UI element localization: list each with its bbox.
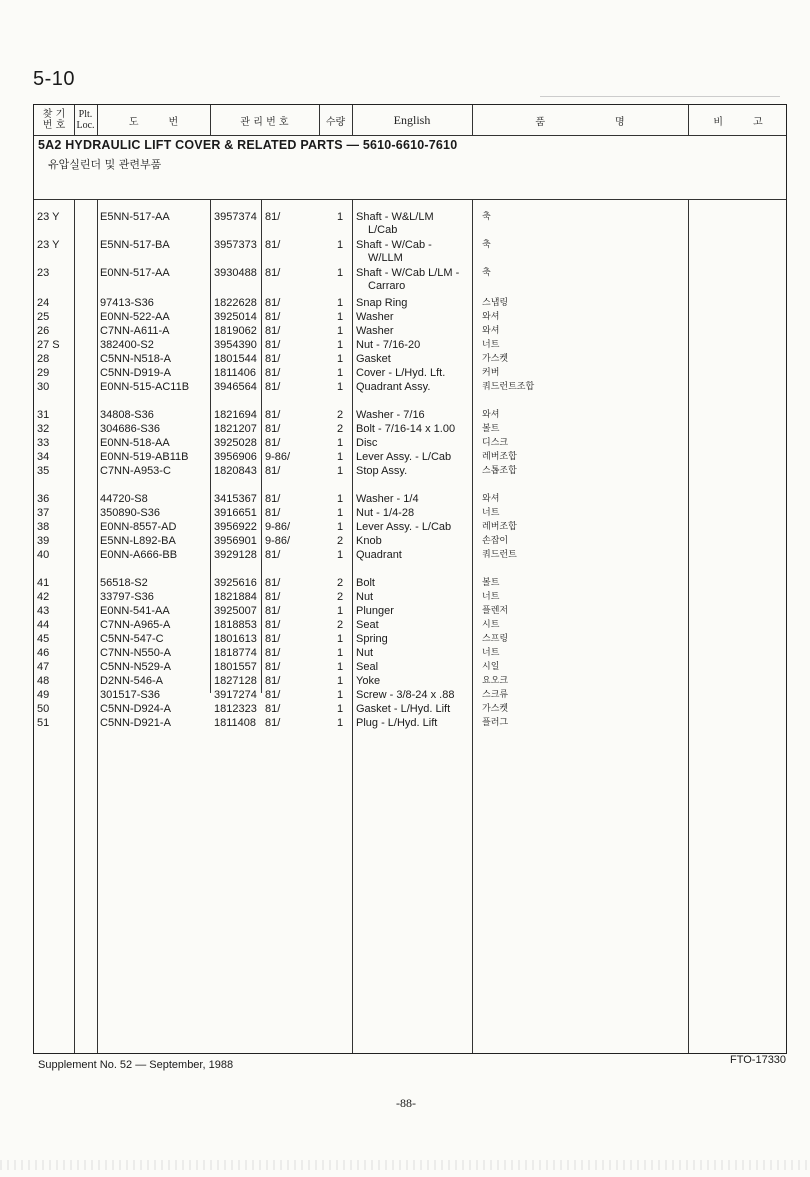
row-mgmt: 1821694: [214, 409, 257, 421]
row-part: 301517-S36: [100, 689, 160, 701]
row-ko: 축: [482, 268, 491, 278]
row-ref: 49: [37, 689, 50, 701]
row-ko: 스프링: [482, 634, 509, 644]
row-ko: 쿼드런트: [482, 550, 517, 560]
row-mgmt: 3957374: [214, 211, 257, 223]
row-code: 81/: [265, 311, 281, 323]
row-ref: 38: [37, 521, 50, 533]
row-part: 56518-S2: [100, 577, 148, 589]
row-ko: 플러그: [482, 718, 509, 728]
row-mgmt: 1801613: [214, 633, 257, 645]
row-part: E0NN-A666-BB: [100, 549, 178, 561]
row-en: Yoke: [356, 675, 381, 687]
col-divider: [74, 199, 75, 1053]
row-en: Cover - L/Hyd. Lft.: [356, 367, 446, 379]
row-en: Gasket - L/Hyd. Lift: [356, 703, 451, 715]
row-code: 81/: [265, 493, 281, 505]
row-mgmt: 3954390: [214, 339, 257, 351]
row-ko: 너트: [482, 648, 500, 658]
section-label: 5-10: [33, 68, 76, 90]
row-code: 81/: [265, 437, 281, 449]
row-mgmt: 1801544: [214, 353, 257, 365]
row-en: Washer: [356, 311, 394, 323]
row-en: Knob: [356, 535, 382, 547]
row-en-continued: Carraro: [368, 280, 406, 292]
row-en: Stop Assy.: [356, 465, 408, 477]
row-code: 9-86/: [265, 521, 291, 533]
row-ko: 스톱조합: [482, 466, 517, 476]
row-ko: 시일: [482, 662, 500, 672]
header-divider: [34, 135, 786, 136]
row-mgmt: 3957373: [214, 239, 257, 251]
row-ref: 30: [37, 381, 50, 393]
row-code: 81/: [265, 647, 281, 659]
row-mgmt: 1818853: [214, 619, 257, 631]
row-qty: 1: [337, 267, 344, 279]
row-ref: 47: [37, 661, 50, 673]
row-code: 81/: [265, 381, 281, 393]
row-ko: 레버조합: [482, 452, 517, 462]
row-part: E5NN-517-BA: [100, 239, 170, 251]
row-ref: 23 Y: [37, 239, 60, 251]
row-mgmt: 3916651: [214, 507, 257, 519]
row-code: 81/: [265, 465, 281, 477]
row-code: 81/: [265, 339, 281, 351]
row-mgmt: 1811408: [214, 717, 257, 729]
row-ref: 45: [37, 633, 50, 645]
row-qty: 1: [337, 451, 344, 463]
row-code: 81/: [265, 507, 281, 519]
row-code: 81/: [265, 703, 281, 715]
row-mgmt: 3917274: [214, 689, 257, 701]
row-part: C7NN-N550-A: [100, 647, 171, 659]
row-ko: 축: [482, 240, 491, 250]
row-ref: 34: [37, 451, 50, 463]
row-code: 81/: [265, 717, 281, 729]
row-ko: 커버: [482, 368, 500, 378]
row-ref: 23: [37, 267, 50, 279]
row-qty: 1: [337, 381, 344, 393]
row-qty: 1: [337, 521, 344, 533]
row-mgmt: 1812323: [214, 703, 257, 715]
row-en: Shaft - W/Cab -: [356, 239, 432, 251]
row-ref: 26: [37, 325, 50, 337]
row-en: Quadrant: [356, 549, 402, 561]
row-part: E0NN-517-AA: [100, 267, 170, 279]
row-ko: 플렌저: [482, 606, 509, 616]
row-en-continued: L/Cab: [368, 224, 398, 236]
parts-table: [33, 104, 787, 1054]
row-qty: 1: [337, 239, 344, 251]
row-mgmt: 1827128: [214, 675, 257, 687]
row-mgmt: 1821207: [214, 423, 257, 435]
row-ref: 37: [37, 507, 50, 519]
row-part: E5NN-517-AA: [100, 211, 170, 223]
row-qty: 1: [337, 647, 344, 659]
header-qty: 수량: [325, 116, 346, 128]
row-qty: 2: [337, 577, 344, 589]
row-ko: 손잡이: [482, 536, 509, 546]
row-mgmt: 1821884: [214, 591, 257, 603]
row-mgmt: 3956922: [214, 521, 257, 533]
row-part: E0NN-519-AB11B: [100, 451, 189, 463]
row-mgmt: 3925007: [214, 605, 257, 617]
row-ko: 요오크: [482, 676, 509, 686]
row-part: C7NN-A953-C: [100, 465, 171, 477]
row-mgmt: 1820843: [214, 465, 257, 477]
row-ko: 와셔: [482, 326, 500, 336]
row-mgmt: 3925616: [214, 577, 257, 589]
header-item-name: 품 명: [535, 116, 625, 128]
row-part: C5NN-N529-A: [100, 661, 171, 673]
col-divider: [210, 199, 211, 693]
row-code: 81/: [265, 325, 281, 337]
row-mgmt: 3415367: [214, 493, 257, 505]
row-en: Screw - 3/8-24 x .88: [356, 689, 455, 701]
header-english: English: [393, 112, 431, 127]
section-title-korean: 유압실린더 및 관련부품: [48, 158, 162, 171]
row-ref: 50: [37, 703, 50, 715]
page-number: -88-: [396, 1096, 416, 1110]
row-mgmt: 3930488: [214, 267, 257, 279]
row-code: 81/: [265, 211, 281, 223]
row-ref: 46: [37, 647, 50, 659]
row-code: 81/: [265, 675, 281, 687]
row-mgmt: 1801557: [214, 661, 257, 673]
row-qty: 2: [337, 591, 344, 603]
row-en: Lever Assy. - L/Cab: [356, 521, 452, 533]
row-en: Washer: [356, 325, 394, 337]
row-part: 44720-S8: [100, 493, 148, 505]
row-qty: 1: [337, 717, 344, 729]
row-qty: 1: [337, 465, 344, 477]
row-part: E0NN-522-AA: [100, 311, 170, 323]
row-ref: 28: [37, 353, 50, 365]
row-code: 81/: [265, 577, 281, 589]
col-divider: [688, 199, 689, 1053]
row-ko: 너트: [482, 340, 500, 350]
row-ref: 27 S: [37, 339, 60, 351]
row-qty: 1: [337, 703, 344, 715]
row-qty: 1: [337, 367, 344, 379]
row-qty: 1: [337, 507, 344, 519]
row-en: Plunger: [356, 605, 394, 617]
row-en: Nut - 1/4-28: [356, 507, 415, 519]
row-en: Bolt - 7/16-14 x 1.00: [356, 423, 456, 435]
row-qty: 1: [337, 633, 344, 645]
row-qty: 2: [337, 535, 344, 547]
row-part: E0NN-8557-AD: [100, 521, 177, 533]
row-en: Gasket: [356, 353, 391, 365]
row-ko: 쿼드런트조합: [482, 382, 535, 392]
row-qty: 2: [337, 619, 344, 631]
row-en: Washer - 7/16: [356, 409, 425, 421]
row-ref: 43: [37, 605, 50, 617]
row-en: Bolt: [356, 577, 375, 589]
row-en: Shaft - W/Cab L/LM -: [356, 267, 460, 279]
row-code: 81/: [265, 239, 281, 251]
row-ko: 너트: [482, 508, 500, 518]
row-ref: 48: [37, 675, 50, 687]
row-part: E0NN-541-AA: [100, 605, 170, 617]
row-mgmt: 3925028: [214, 437, 257, 449]
row-ko: 스크류: [482, 690, 509, 700]
row-ref: 29: [37, 367, 50, 379]
row-ref: 42: [37, 591, 50, 603]
row-mgmt: 3925014: [214, 311, 257, 323]
row-code: 81/: [265, 297, 281, 309]
row-part: E5NN-L892-BA: [100, 535, 176, 547]
row-en: Disc: [356, 437, 378, 449]
header-mgmt-no: 관 리 번 호: [240, 116, 289, 128]
row-part: 33797-S36: [100, 591, 154, 603]
row-code: 81/: [265, 689, 281, 701]
row-mgmt: 3946564: [214, 381, 257, 393]
row-qty: 1: [337, 211, 344, 223]
row-en-continued: W/LLM: [368, 252, 403, 264]
row-part: C5NN-D919-A: [100, 367, 171, 379]
row-code: 81/: [265, 633, 281, 645]
row-qty: 1: [337, 437, 344, 449]
row-code: 81/: [265, 549, 281, 561]
row-qty: 1: [337, 311, 344, 323]
row-part: E0NN-515-AC11B: [100, 381, 190, 393]
row-code: 9-86/: [265, 535, 291, 547]
row-ko: 와셔: [482, 312, 500, 322]
row-qty: 1: [337, 675, 344, 687]
row-ko: 볼트: [482, 578, 500, 588]
row-ko: 디스크: [482, 438, 509, 448]
row-ko: 가스켓: [482, 354, 509, 364]
row-code: 81/: [265, 409, 281, 421]
row-qty: 1: [337, 605, 344, 617]
row-ref: 39: [37, 535, 50, 547]
row-part: C5NN-D924-A: [100, 703, 171, 715]
row-code: 81/: [265, 353, 281, 365]
row-ref: 23 Y: [37, 211, 60, 223]
scan-edge: [0, 1160, 810, 1170]
row-ko: 볼트: [482, 424, 500, 434]
row-mgmt: 3929128: [214, 549, 257, 561]
row-ref: 25: [37, 311, 50, 323]
col-divider: [261, 199, 262, 693]
row-mgmt: 1822628: [214, 297, 257, 309]
row-ko: 레버조합: [482, 522, 517, 532]
row-code: 81/: [265, 267, 281, 279]
row-qty: 1: [337, 493, 344, 505]
row-part: 304686-S36: [100, 423, 160, 435]
row-part: E0NN-518-AA: [100, 437, 170, 449]
row-ref: 51: [37, 717, 50, 729]
row-qty: 2: [337, 409, 344, 421]
row-ko: 시트: [482, 620, 500, 630]
header-drawing-no: 도 번: [128, 116, 179, 128]
row-part: 350890-S36: [100, 507, 160, 519]
row-mgmt: 1811406: [214, 367, 257, 379]
footer-supplement: Supplement No. 52 — September, 1988: [38, 1059, 234, 1071]
section-title: 5A2 HYDRAULIC LIFT COVER & RELATED PARTS — 5610-6610-7610: [38, 138, 458, 152]
header-ref-no: 찾 기 번 호: [42, 109, 66, 131]
header-remarks: 비 고: [713, 116, 763, 128]
row-en: Snap Ring: [356, 297, 408, 309]
row-code: 81/: [265, 619, 281, 631]
row-code: 81/: [265, 605, 281, 617]
row-qty: 1: [337, 339, 344, 351]
row-part: C7NN-A965-A: [100, 619, 171, 631]
row-ko: 스냅링: [482, 298, 509, 308]
row-part: 97413-S36: [100, 297, 154, 309]
row-ko: 가스켓: [482, 704, 509, 714]
row-mgmt: 3956901: [214, 535, 257, 547]
row-qty: 1: [337, 661, 344, 673]
row-en: Washer - 1/4: [356, 493, 419, 505]
row-ko: 너트: [482, 592, 500, 602]
row-qty: 2: [337, 423, 344, 435]
row-mgmt: 1818774: [214, 647, 257, 659]
row-ref: 31: [37, 409, 50, 421]
row-part: C5NN-N518-A: [100, 353, 171, 365]
row-qty: 1: [337, 549, 344, 561]
row-code: 81/: [265, 367, 281, 379]
row-ref: 41: [37, 577, 50, 589]
col-divider: [97, 199, 98, 1053]
row-en: Quadrant Assy.: [356, 381, 431, 393]
row-qty: 1: [337, 325, 344, 337]
row-en: Spring: [356, 633, 388, 645]
col-divider: [472, 199, 473, 1053]
row-part: 382400-S2: [100, 339, 154, 351]
row-ko: 축: [482, 212, 491, 222]
col-divider: [352, 199, 353, 1053]
row-ref: 24: [37, 297, 50, 309]
row-part: C5NN-D921-A: [100, 717, 171, 729]
row-en: Seal: [356, 661, 379, 673]
row-part: C7NN-A611-A: [100, 325, 170, 337]
row-mgmt: 3956906: [214, 451, 257, 463]
row-ref: 36: [37, 493, 50, 505]
row-ref: 44: [37, 619, 50, 631]
row-part: 34808-S36: [100, 409, 154, 421]
row-en: Seat: [356, 619, 379, 631]
row-qty: 1: [337, 689, 344, 701]
row-en: Plug - L/Hyd. Lift: [356, 717, 438, 729]
row-ref: 33: [37, 437, 50, 449]
row-en: Nut: [356, 591, 374, 603]
top-hairline: [540, 96, 780, 97]
row-ref: 32: [37, 423, 50, 435]
row-en: Lever Assy. - L/Cab: [356, 451, 452, 463]
footer-document-code: FTO-17330: [730, 1054, 787, 1066]
row-part: C5NN-547-C: [100, 633, 164, 645]
row-code: 81/: [265, 591, 281, 603]
row-qty: 1: [337, 297, 344, 309]
row-qty: 1: [337, 353, 344, 365]
header-plt-loc: Plt. Loc.: [76, 109, 95, 131]
row-code: 81/: [265, 661, 281, 673]
row-en: Shaft - W&L/LM: [356, 211, 434, 223]
title-divider: [34, 199, 786, 200]
row-code: 9-86/: [265, 451, 291, 463]
row-ref: 40: [37, 549, 50, 561]
row-en: Nut: [356, 647, 374, 659]
row-en: Nut - 7/16-20: [356, 339, 421, 351]
row-ko: 와셔: [482, 410, 500, 420]
row-part: D2NN-546-A: [100, 675, 163, 687]
row-mgmt: 1819062: [214, 325, 257, 337]
row-ref: 35: [37, 465, 50, 477]
row-ko: 와셔: [482, 494, 500, 504]
row-code: 81/: [265, 423, 281, 435]
